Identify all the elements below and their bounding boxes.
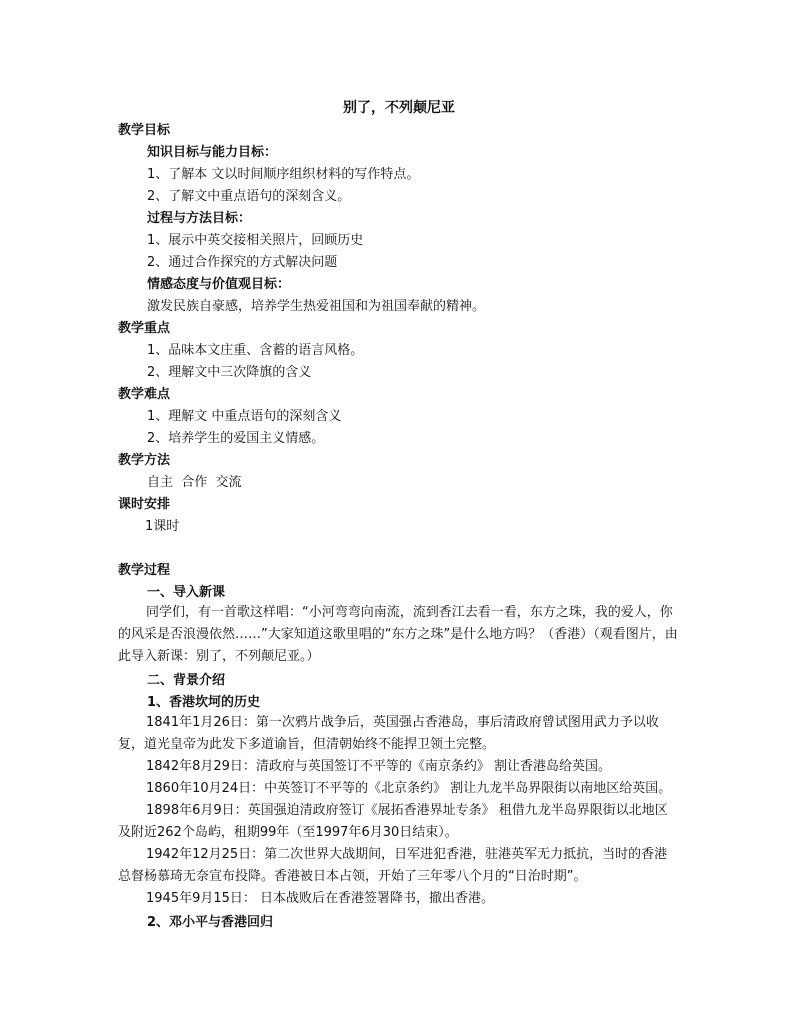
event-paragraph: 1945年9月15日： 日本战败后在香港签署降书，撤出香港。 (146, 891, 495, 906)
subheading-intro: 一、导入新课 (147, 585, 226, 600)
event-paragraph: 1841年1月26日：第一次鸦片战争后，英国强占香港岛，事后清政府曾试图用武力予以收复，道光皇帝为此发下多道谕旨，但清朝始终不能捍卫领土完整。 (118, 715, 659, 752)
event-paragraph: 1860年10月24日：中英签订不平等的《北京条约》 割让九龙半岛界限街以南地区给英国。 (146, 781, 672, 796)
list-item: 2、了解文中重点语句的深刻含义。 (147, 189, 351, 204)
section-heading-methods: 教学方法 (118, 453, 171, 468)
methods-text: 自主 合作 交流 (147, 475, 242, 490)
section-heading-process: 教学过程 (118, 563, 171, 578)
list-item: 1、了解本 文以时间顺序组织材料的写作特点。 (147, 167, 420, 182)
subheading-deng: 2、邓小平与香港回归 (147, 915, 274, 930)
list-item: 2、理解文中三次降旗的含义 (147, 365, 312, 380)
schedule-text: 1课时 (145, 519, 180, 534)
subheading-background: 二、背景介绍 (147, 673, 226, 688)
subheading-knowledge: 知识目标与能力目标： (147, 145, 278, 160)
event-paragraph: 1898年6月9日：英国强迫清政府签订《展拓香港界址专条》 租借九龙半岛界限街以北地区及附近262个岛屿，租期99年（至1997年6月30日结束）。 (118, 803, 668, 840)
event-paragraph: 1842年8月29日：清政府与英国签订不平等的《南京条约》 割让香港岛给英国。 (146, 759, 612, 774)
subheading-history: 1、香港坎坷的历史 (147, 695, 261, 710)
subheading-process: 过程与方法目标： (147, 211, 252, 226)
section-heading-key-points: 教学重点 (118, 321, 171, 336)
intro-paragraph: 同学们，有一首歌这样唱：“小河弯弯向南流，流到香江去看一看，东方之珠，我的爱人，你的风采是否浪漫依然……”大家知道这歌里唱的“东方之珠”是什么地方吗？（香港）（观看图片，由此导入新课：别了，不列颠尼亚。） (118, 605, 678, 664)
subheading-emotion: 情感态度与价值观目标： (147, 277, 291, 292)
section-heading-goals: 教学目标 (118, 123, 171, 138)
list-item: 1、品味本文庄重、含蓄的语言风格。 (147, 343, 364, 358)
list-item: 2、通过合作探究的方式解决问题 (147, 255, 338, 270)
list-item: 1、理解文 中重点语句的深刻含义 (147, 409, 342, 424)
list-item: 1、展示中英交接相关照片，回顾历史 (147, 233, 364, 248)
emotion-text: 激发民族自豪感，培养学生热爱祖国和为祖国奉献的精神。 (147, 299, 486, 314)
section-heading-schedule: 课时安排 (118, 497, 171, 512)
event-paragraph: 1942年12月25日：第二次世界大战期间，日军进犯香港，驻港英军无力抵抗，当时的香港总督杨慕琦无奈宣布投降。香港被日本占领，开始了三年零八个月的“日治时期”。 (118, 847, 668, 884)
list-item: 2、培养学生的爱国主义情感。 (147, 431, 325, 446)
page-title: 别了，不列颠尼亚 (343, 100, 455, 116)
section-heading-difficulties: 教学难点 (118, 387, 171, 402)
